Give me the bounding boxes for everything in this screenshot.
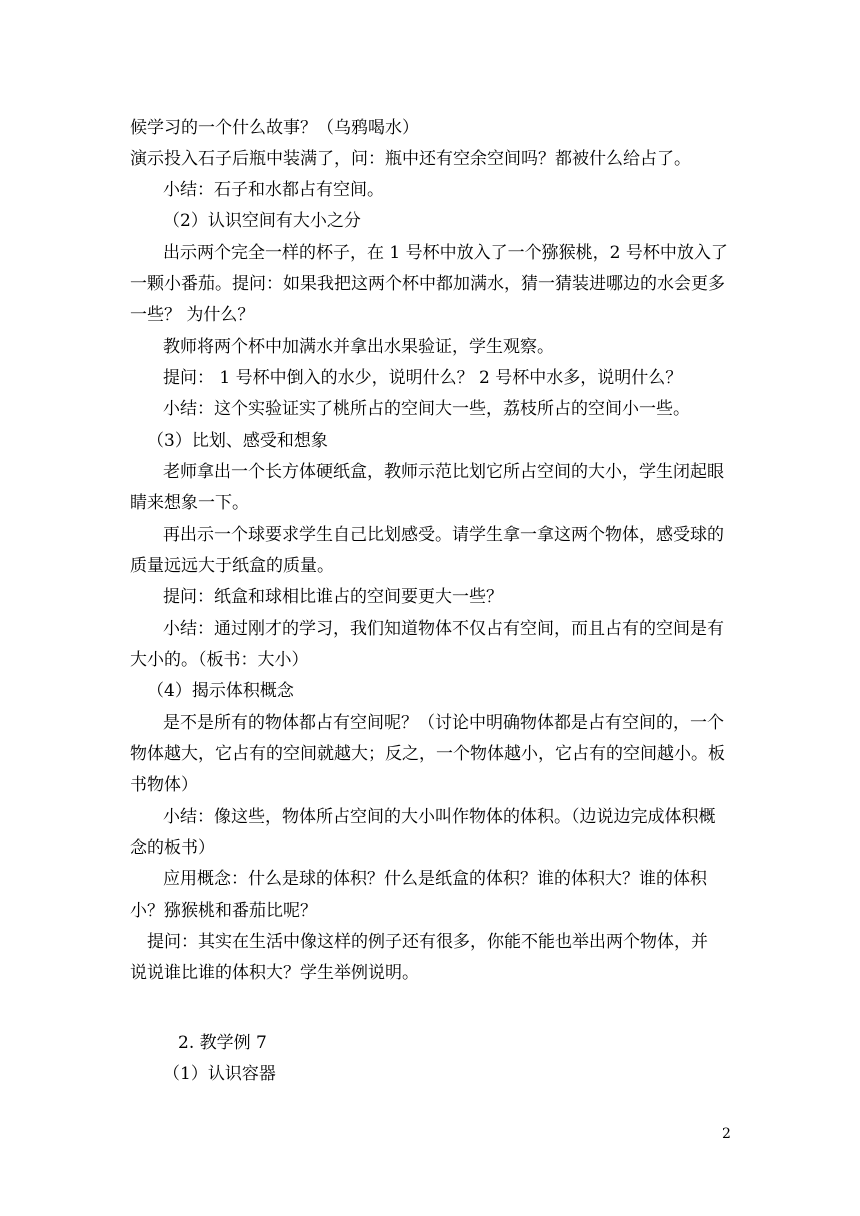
- text-line: 念的板书）: [130, 838, 215, 858]
- text-line: 书物体）: [130, 775, 198, 795]
- text-line: 再出示一个球要求学生自己比划感受。请学生拿一拿这两个物体，感受球的: [163, 525, 724, 545]
- text-line: 教师将两个杯中加满水并拿出水果验证，学生观察。: [163, 337, 554, 357]
- text-line: 物体越大，它占有的空间就越大；反之，一个物体越小，它占有的空间越小。板: [130, 744, 725, 764]
- text-line: 是不是所有的物体都占有空间呢？（讨论中明确物体都是占有空间的，一个: [163, 713, 724, 733]
- text-line: 提问：纸盒和球相比谁占的空间要更大一些？: [163, 587, 503, 607]
- text-line: 候学习的一个什么故事？（乌鸦喝水）: [130, 118, 419, 138]
- text-line: 出示两个完全一样的杯子，在 1 号杯中放入了一个猕猴桃，2 号杯中放入了: [163, 243, 728, 263]
- text-line: 说说谁比谁的体积大？学生举例说明。: [130, 963, 419, 983]
- text-line: 小结：像这些，物体所占空间的大小叫作物体的体积。（边说边完成体积概: [163, 807, 716, 827]
- text-line: 小结：这个实验证实了桃所占的空间大一些，荔枝所占的空间小一些。: [163, 399, 690, 419]
- text-line: 小结：石子和水都占有空间。: [163, 180, 384, 200]
- section-heading: （2）认识空间有大小之分: [163, 211, 361, 231]
- text-line: 一些？ 为什么？: [130, 305, 255, 325]
- section-heading: （4）揭示体积概念: [147, 681, 294, 701]
- text-line: 提问：其实在生活中像这样的例子还有很多，你能不能也举出两个物体，并: [147, 932, 708, 952]
- text-line: 睛来想象一下。: [130, 493, 249, 513]
- text-line: 应用概念：什么是球的体积？什么是纸盒的体积？谁的体积大？谁的体积: [163, 869, 707, 889]
- text-line: 一颗小番茄。提问：如果我把这两个杯中都加满水，猜一猜装进哪边的水会更多: [130, 274, 725, 294]
- text-line: 大小的。（板书：大小）: [130, 650, 309, 670]
- text-line: 老师拿出一个长方体硬纸盒，教师示范比划它所占空间的大小，学生闭起眼: [163, 462, 724, 482]
- page-number: 2: [722, 1126, 731, 1142]
- text-line: 小结：通过刚才的学习，我们知道物体不仅占有空间，而且占有的空间是有: [163, 619, 724, 639]
- text-line: 质量远远大于纸盒的质量。: [130, 556, 334, 576]
- section-heading: （1）认识容器: [163, 1064, 276, 1084]
- text-line: 提问： 1 号杯中倒入的水少，说明什么？ 2 号杯中水多，说明什么？: [163, 368, 683, 388]
- text-line: 小？猕猴桃和番茄比呢？: [130, 901, 317, 921]
- text-line: 演示投入石子后瓶中装满了，问：瓶中还有空余空间吗？都被什么给占了。: [130, 149, 691, 169]
- section-heading: 2. 教学例 7: [178, 1033, 267, 1053]
- section-heading: （3）比划、感受和想象: [147, 431, 328, 451]
